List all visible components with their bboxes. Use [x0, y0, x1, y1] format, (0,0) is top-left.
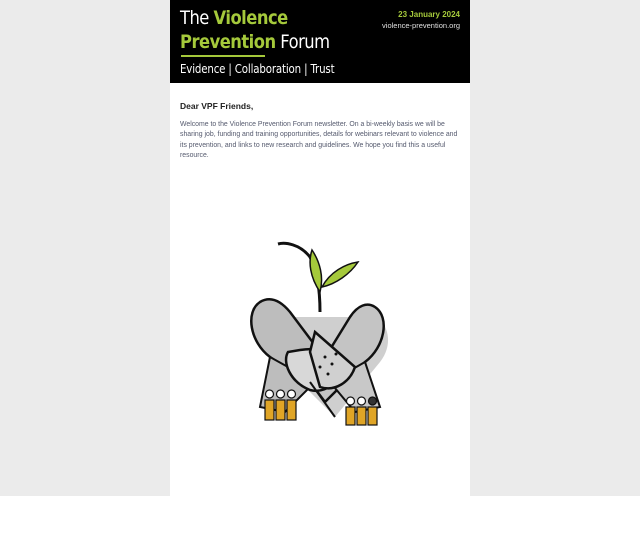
people-group-left-icon: [265, 390, 296, 420]
people-group-right-icon: [346, 397, 377, 425]
logo-underline: [181, 55, 265, 57]
newsletter-header: [170, 0, 470, 83]
issue-date: 23 January 2024: [398, 10, 460, 19]
tagline: Evidence | Collaboration | Trust: [180, 61, 335, 76]
newsletter-column: [170, 0, 470, 496]
forum-logo-title: The Violence Prevention Forum: [180, 7, 330, 53]
intro-paragraph: Welcome to the Violence Prevention Forum newsletter. On a bi-weekly basis we will be sharing job, funding and training opportunities, details for webinars relevant to violence and its prevention, and links to new research and guidelines. We hope you find this a useful resource.: [180, 121, 458, 159]
website-link[interactable]: violence-prevention.org: [382, 21, 460, 30]
greeting: Dear VPF Friends,: [180, 101, 254, 111]
handshake-heart-seedling-icon: [240, 232, 400, 432]
